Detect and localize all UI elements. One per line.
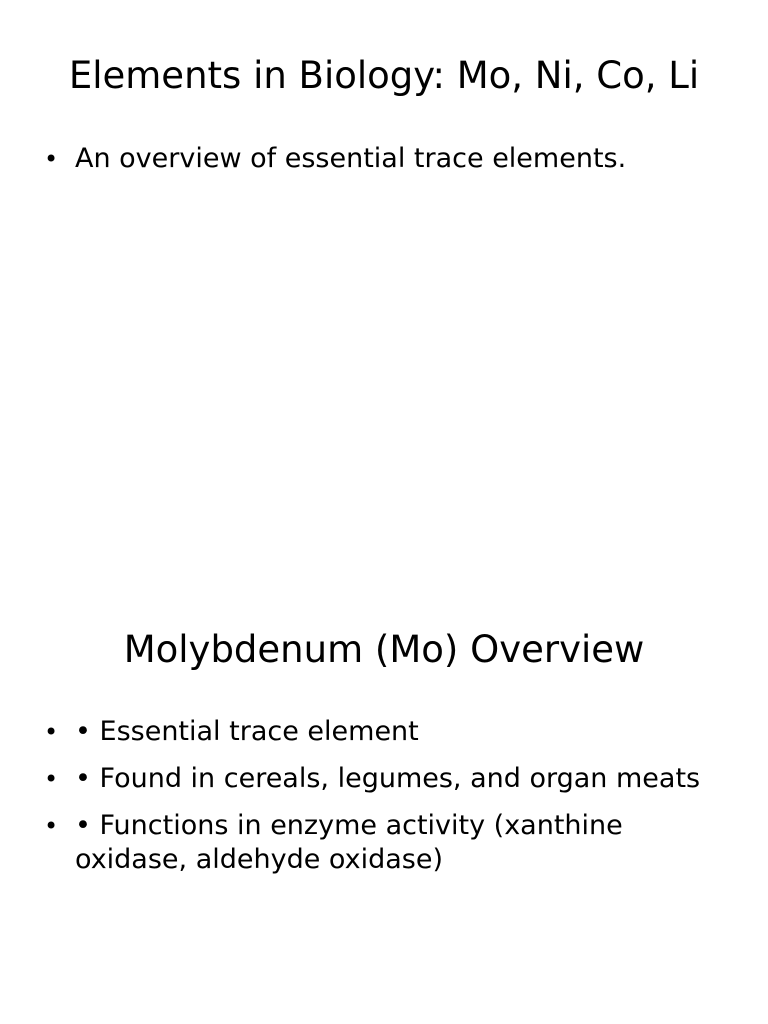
bullet-item: [44, 809, 734, 877]
slide-title: Molybdenum (Mo) Overview: [123, 628, 645, 671]
bullet-text: An overview of essential trace elements.: [75, 143, 627, 174]
bullet-item: [44, 762, 734, 796]
slide-title: Elements in Biology: Mo, Ni, Co, Li: [68, 54, 700, 97]
slide-2: [0, 576, 768, 1024]
bullet-item: [44, 142, 734, 176]
bullet-list: [44, 715, 734, 890]
bullet-marker: •: [44, 718, 59, 746]
bullet-text: • Essential trace element: [75, 716, 419, 747]
bullet-item: [44, 715, 734, 749]
bullet-marker: •: [44, 812, 59, 840]
bullet-marker: •: [44, 145, 59, 173]
bullet-text: • Found in cereals, legumes, and organ meats: [75, 763, 701, 794]
bullet-list: [44, 142, 734, 189]
bullet-marker: •: [44, 765, 59, 793]
bullet-text: • Functions in enzyme activity (xanthine oxidase, aldehyde oxidase): [75, 810, 623, 875]
